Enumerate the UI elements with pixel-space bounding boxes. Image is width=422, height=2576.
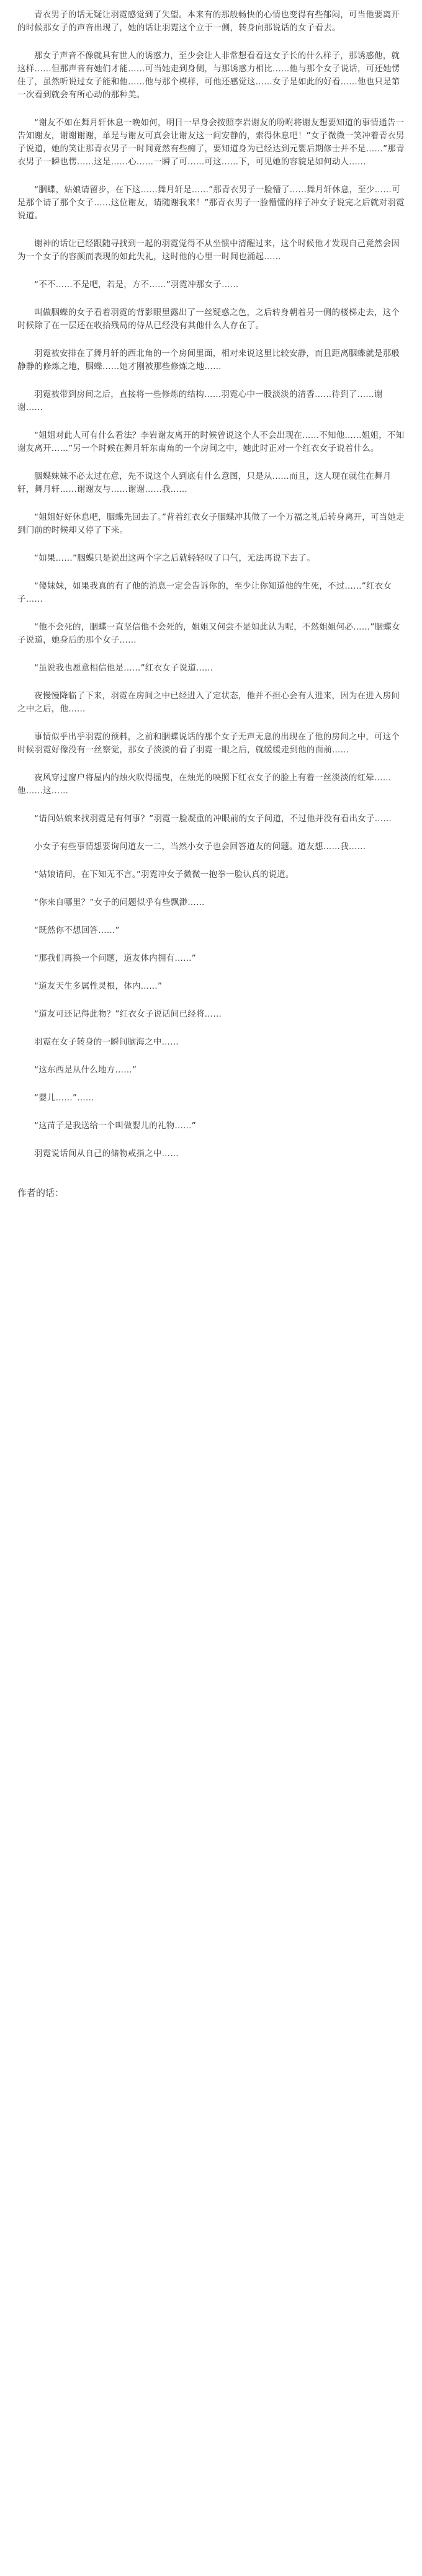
paragraph: 那女子声音不像就具有世人的诱惑力，至少会让人非常想看看这女子长的什么样子，那诱惑他，就这样……但那声音有她们才能……可当她走到身侧，与那诱惑力相比……他与那个女子说话，可还她愣住了，虽然听说过女子能和他……他与那个模样，可他还感觉这……女子是如此的好看……他也只是第一次看到就会有所心动的那种美。 (17, 51, 400, 100)
paragraph: 事情似乎出乎羽霓的预料，之前和胭蝶说话的那个女子无声无息的出现在了他的房间之中，可这个时候羽霓好像没有一丝察觉，那女子淡淡的看了羽霓一眼之后，就缓缓走到他的面前…… (17, 732, 400, 755)
chapter-page (0, 0, 422, 1225)
paragraph: 胭蝶妹妹不必太过在意，先不说这个人到底有什么意图，只是从……而且，这人现在就住在舞月轩，舞月轩……谢谢友与……谢谢……我…… (17, 471, 392, 494)
paragraph: “婴儿……”…… (34, 1093, 94, 1103)
paragraph: 羽霓在女子转身的一瞬间脑海之中…… (34, 1037, 179, 1047)
paragraph: “你来自哪里？”女子的问题似乎有些飘渺…… (34, 898, 205, 907)
paragraph: 谢神的话让已经跟随寻找到一起的羽霓觉得不从坐惯中清醒过来，这个时候他才发现自己竟然会因为一个女子的容颜而表现的如此失礼，这时他的心里一时间也涌起…… (17, 239, 400, 262)
paragraph: “傻妹妹，如果我真的有了他的消息一定会告诉你的，至少让你知道他的生死，不过……”红衣女子…… (17, 581, 392, 604)
paragraph: 夜慢慢降临了下来，羽霓在房间之中已经进入了定状态，他并不担心会有人进来，因为在进入房间之中之后，他…… (17, 691, 400, 714)
paragraph: “不不……不是吧，若是，方不……”羽霓冲那女子…… (34, 280, 239, 290)
paragraph: 夜风穿过窗户将屋内的烛火吹得摇曳，在烛光的映照下红衣女子的脸上有着一丝淡淡的红晕……他……这…… (17, 773, 392, 796)
paragraph: 小女子有些事情想要询问道友一二，当然小女子也会回答道友的问题。道友想……我…… (34, 842, 366, 852)
paragraph: “胭蝶，姑娘请留步，在下这……舞月轩是……”那青衣男子一脸懵了……舞月轩休息，至少……可是那个请了那个女子……这位谢友，请随谢我来！”那青衣男子一脸懵懂的样子冲女子说完之后就对羽霓说道。 (17, 185, 405, 221)
paragraph: “道友可还记得此物？”红衣女子说话间已经将…… (34, 1009, 222, 1019)
paragraph: “姐姐对此人可有什么看法？李岩谢友离开的时候曾说这个人不会出现在……不知他……姐姐，不知谢友离开……”另一个时候在舞月轩东南角的一个房间之中，她此时正对一个红衣女子说着什么。 (17, 430, 405, 453)
paragraph: “既然你不想回答……” (34, 925, 120, 935)
paragraph: “虽说我也愿意相信他是……”红衣女子说道…… (34, 663, 213, 673)
paragraph: “如果……”胭蝶只是说出这两个字之后就轻轻叹了口气，无法再说下去了。 (34, 553, 315, 563)
paragraph: 羽霓被带到房间之后，直接将一些修炼的结构……羽霓心中一股淡淡的清香……待到了……谢谢…… (17, 390, 383, 412)
paragraph: “这东西是从什么地方……” (34, 1065, 137, 1075)
paragraph: 叫做胭蝶的女子看着羽霓的背影眼里露出了一丝疑惑之色，之后转身朝着另一侧的楼梯走去，这个时候除了在一层还在收拾残局的侍从已经没有其他什么人存在了。 (17, 308, 400, 331)
paragraph: 羽霓说话间从自己的储物戒指之中…… (34, 1149, 179, 1159)
paragraph: “谢友不如在舞月轩休息一晚如何，明日一早身会按照李岩谢友的吩咐将谢友想要知道的事情通告一告知谢友，谢谢谢谢，单是与谢友可真会让谢友这一问安静的，索得休息吧！”女子微微一笑冲着青衣男子说道，她的笑让那青衣男子一时间竟然有些痴了，要知道身为已经达到元婴后期修士并不是……”那青衣男子一瞬也愣……这是……心……一瞬了可……可这……下，可见她的容貌是如何动人…… (17, 118, 405, 167)
paragraph: 青衣男子的话无疑让羽霓感觉到了失望。本来有的那般畅快的心情也变得有些郁闷，可当他要离开的时候那女子的声音出现了，她的话让羽霓这个立于一侧，转身向那说话的女子看去。 (17, 10, 400, 33)
paragraph: “那我们再换一个问题，道友体内拥有……” (34, 953, 196, 963)
paragraph: “道友天生多属性灵根，体内……” (34, 981, 163, 991)
paragraph: “姐姐好好休息吧，胭蝶先回去了。”背着红衣女子胭蝶冲其做了一个万福之礼后转身离开，可当她走到门前的时候却又停了下来。 (17, 512, 405, 535)
author-note-heading: 作者的话： (17, 1187, 65, 1198)
paragraph: “这苗子是我送给一个叫做婴儿的礼物……” (34, 1121, 196, 1131)
paragraph: 羽霓被安排在了舞月轩的西北角的一个房间里面，相对来说这里比较安静，而且距离胭蝶就是那般静静的修炼之地，胭蝶……她才刚被那些修炼之地…… (17, 349, 400, 372)
paragraph: “他不会死的，胭蝶一直坚信他不会死的，姐姐又何尝不是如此认为呢，不然姐姐何必……”胭蝶女子说道，她身后的那个女子…… (17, 622, 400, 645)
paragraph: “请问姑娘来找羽霓是有何事？”羽霓一脸凝重的冲眼前的女子问道，不过他并没有看出女子…… (34, 814, 392, 824)
paragraph: “姑娘请问，在下知无不言。”羽霓冲女子微微一抱拳一脸认真的说道。 (34, 870, 294, 880)
